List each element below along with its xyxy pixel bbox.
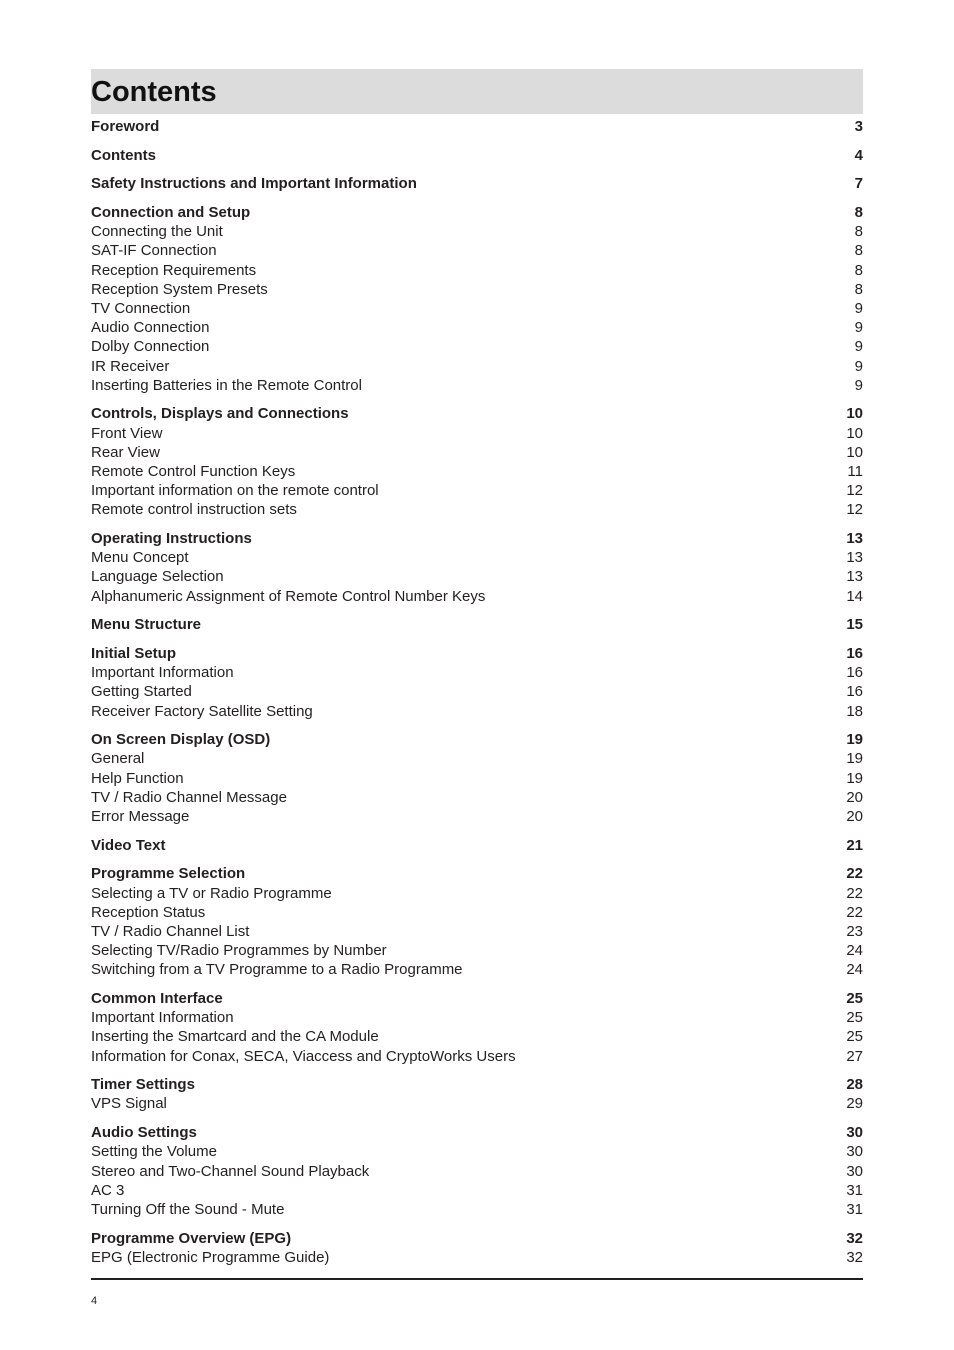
- toc-entry-label: Receiver Factory Satellite Setting: [91, 702, 313, 720]
- toc-entry[interactable]: [91, 481, 863, 500]
- toc-entry-page: 14: [846, 587, 863, 605]
- toc-heading[interactable]: [91, 529, 863, 548]
- toc-heading-page: 15: [846, 616, 863, 634]
- page-title: Contents: [91, 76, 217, 108]
- toc-entry-page: 8: [854, 261, 863, 279]
- toc-entry-label: Reception Requirements: [91, 261, 257, 279]
- toc-entry[interactable]: [91, 922, 863, 941]
- toc-section: [91, 404, 863, 519]
- toc-entry-page: 12: [846, 482, 863, 500]
- toc-section: [91, 836, 863, 855]
- toc-heading-label: Programme Overview (EPG): [91, 1229, 292, 1247]
- toc-entry-page: 31: [846, 1181, 863, 1199]
- toc-entry[interactable]: [91, 280, 863, 299]
- toc-section: [91, 146, 863, 165]
- toc-heading-label: Controls, Displays and Connections: [91, 405, 349, 423]
- toc-entry-page: 9: [854, 300, 863, 317]
- toc-heading[interactable]: [91, 174, 863, 193]
- toc-heading-page: 16: [846, 645, 863, 662]
- toc-section: [91, 864, 863, 979]
- toc-entry-page: 31: [846, 1200, 863, 1218]
- toc-entry[interactable]: [91, 1027, 863, 1046]
- toc-entry-label: Reception Status: [91, 903, 206, 921]
- toc-entry[interactable]: [91, 1008, 863, 1027]
- toc-entry-page: 11: [847, 463, 863, 480]
- toc-entry-page: 22: [846, 903, 863, 921]
- toc-heading-page: 4: [854, 146, 863, 164]
- toc-heading-page: 8: [854, 204, 863, 222]
- toc-entry-label: Selecting a TV or Radio Programme: [91, 884, 332, 902]
- toc-entry-label: TV / Radio Channel List: [91, 922, 250, 940]
- toc-entry[interactable]: [91, 241, 863, 260]
- toc-entry-label: Alphanumeric Assignment of Remote Control Number Keys: [91, 587, 486, 605]
- toc-entry-page: 25: [846, 1028, 863, 1046]
- toc-entry-page: 25: [846, 1009, 863, 1027]
- toc-entry[interactable]: [91, 1142, 863, 1161]
- toc-heading-label: Connection and Setup: [91, 204, 251, 222]
- toc-heading-page: 7: [854, 175, 863, 193]
- toc-heading-label: Video Text: [91, 836, 166, 854]
- toc-heading-label: Programme Selection: [91, 865, 246, 883]
- toc-entry[interactable]: [91, 318, 863, 337]
- toc-section: [91, 1123, 863, 1219]
- toc-entry[interactable]: [91, 1248, 863, 1267]
- toc-entry-page: 12: [846, 501, 863, 519]
- toc-entry-page: 8: [854, 223, 863, 241]
- toc-heading[interactable]: [91, 146, 863, 165]
- toc-entry-label: Remote control instruction sets: [91, 501, 297, 519]
- toc-entry-label: Stereo and Two-Channel Sound Playback: [91, 1162, 370, 1180]
- toc-entry[interactable]: [91, 299, 863, 318]
- toc-heading-page: 21: [846, 836, 863, 854]
- toc-entry-label: VPS Signal: [91, 1095, 167, 1113]
- toc-entry-label: IR Receiver: [91, 357, 170, 375]
- toc-heading-label: Safety Instructions and Important Information: [91, 175, 417, 193]
- toc-heading-page: 22: [846, 865, 863, 883]
- toc-entry-label: SAT-IF Connection: [91, 242, 217, 260]
- toc-entry[interactable]: [91, 960, 863, 979]
- toc-entry-page: 9: [854, 338, 863, 356]
- toc-entry-label: Reception System Presets: [91, 280, 268, 298]
- toc-entry[interactable]: [91, 1181, 863, 1200]
- toc-entry-page: 13: [846, 549, 863, 567]
- toc-entry-page: 8: [854, 242, 863, 260]
- table-of-contents: [91, 117, 863, 1276]
- toc-heading[interactable]: [91, 864, 863, 883]
- toc-entry-label: Rear View: [91, 443, 160, 461]
- toc-entry[interactable]: [91, 548, 863, 567]
- toc-heading[interactable]: [91, 203, 863, 222]
- toc-entry[interactable]: [91, 587, 863, 606]
- toc-entry-page: 24: [846, 961, 863, 979]
- page-number: 4: [91, 1295, 98, 1307]
- toc-heading-label: Initial Setup: [91, 645, 177, 662]
- toc-entry-page: 30: [846, 1143, 863, 1161]
- toc-entry-label: Error Message: [91, 808, 190, 825]
- toc-entry-label: Information for Conax, SECA, Viaccess and CryptoWorks Users: [91, 1047, 516, 1065]
- toc-entry[interactable]: [91, 222, 863, 241]
- toc-entry-page: 22: [846, 884, 863, 902]
- toc-heading-label: Common Interface: [91, 990, 223, 1007]
- toc-entry-page: 10: [846, 443, 863, 461]
- toc-entry[interactable]: [91, 682, 863, 701]
- toc-section: [91, 644, 863, 721]
- toc-heading-label: Contents: [91, 146, 156, 164]
- toc-entry[interactable]: [91, 357, 863, 376]
- toc-heading-label: Menu Structure: [91, 616, 202, 634]
- toc-entry-page: 20: [846, 808, 863, 825]
- toc-entry-page: 32: [846, 1248, 863, 1266]
- toc-entry-label: Front View: [91, 424, 163, 442]
- toc-entry-label: TV Connection: [91, 300, 191, 317]
- bottom-rule: [91, 1278, 863, 1280]
- toc-entry[interactable]: [91, 337, 863, 356]
- toc-entry-label: General: [91, 750, 145, 768]
- toc-entry-label: Turning Off the Sound - Mute: [91, 1200, 285, 1218]
- toc-heading[interactable]: [91, 1123, 863, 1142]
- toc-heading-label: Operating Instructions: [91, 530, 252, 548]
- toc-section: [91, 117, 863, 136]
- toc-entry[interactable]: [91, 807, 863, 826]
- toc-entry[interactable]: [91, 884, 863, 903]
- toc-heading-label: On Screen Display (OSD): [91, 731, 271, 749]
- toc-entry-page: 19: [846, 750, 863, 768]
- toc-entry-label: Connecting the Unit: [91, 223, 223, 241]
- toc-heading-page: 32: [846, 1229, 863, 1247]
- toc-entry-label: Getting Started: [91, 683, 192, 701]
- toc-heading-page: 10: [846, 405, 863, 423]
- toc-entry[interactable]: [91, 941, 863, 960]
- toc-entry-label: Selecting TV/Radio Programmes by Number: [91, 942, 387, 960]
- toc-entry-label: Inserting the Smartcard and the CA Module: [91, 1028, 379, 1046]
- toc-heading[interactable]: [91, 117, 863, 136]
- toc-entry[interactable]: [91, 1200, 863, 1219]
- toc-entry-label: TV / Radio Channel Message: [91, 788, 287, 806]
- toc-entry-label: Help Function: [91, 769, 184, 787]
- toc-section: [91, 615, 863, 634]
- toc-heading-page: 28: [846, 1076, 863, 1094]
- toc-entry-label: Audio Connection: [91, 319, 210, 337]
- toc-entry[interactable]: [91, 376, 863, 395]
- toc-heading[interactable]: [91, 615, 863, 634]
- toc-entry-page: 8: [854, 280, 863, 298]
- toc-heading[interactable]: [91, 404, 863, 423]
- toc-entry-page: 16: [846, 683, 863, 701]
- toc-entry-page: 20: [846, 788, 863, 806]
- toc-entry-page: 9: [854, 319, 863, 337]
- toc-entry-label: EPG (Electronic Programme Guide): [91, 1248, 330, 1266]
- toc-section: [91, 1075, 863, 1113]
- toc-section: [91, 1229, 863, 1267]
- toc-entry[interactable]: [91, 749, 863, 768]
- toc-entry-label: Dolby Connection: [91, 338, 210, 356]
- toc-heading[interactable]: [91, 989, 863, 1008]
- toc-heading[interactable]: [91, 1229, 863, 1248]
- toc-entry[interactable]: [91, 1094, 863, 1113]
- toc-heading-label: Timer Settings: [91, 1076, 195, 1094]
- toc-entry[interactable]: [91, 261, 863, 280]
- toc-entry-page: 16: [846, 664, 863, 682]
- toc-entry-page: 23: [846, 922, 863, 940]
- toc-entry-page: 24: [846, 942, 863, 960]
- toc-heading-label: Audio Settings: [91, 1124, 197, 1142]
- toc-entry[interactable]: [91, 424, 863, 443]
- toc-section: [91, 989, 863, 1066]
- toc-section: [91, 529, 863, 606]
- toc-entry-label: Switching from a TV Programme to a Radio Programme: [91, 961, 463, 979]
- toc-entry-page: 19: [846, 769, 863, 787]
- toc-entry-page: 29: [846, 1095, 863, 1113]
- toc-heading-page: 25: [846, 990, 863, 1007]
- toc-entry-label: AC 3: [91, 1181, 125, 1199]
- toc-heading-page: 13: [846, 530, 863, 548]
- toc-entry[interactable]: [91, 500, 863, 519]
- toc-entry-label: Important Information: [91, 1009, 234, 1027]
- toc-heading[interactable]: [91, 1075, 863, 1094]
- toc-entry[interactable]: [91, 1047, 863, 1066]
- toc-heading[interactable]: [91, 730, 863, 749]
- toc-entry-label: Setting the Volume: [91, 1143, 217, 1161]
- toc-entry-page: 27: [846, 1047, 863, 1065]
- toc-entry-label: Language Selection: [91, 568, 224, 586]
- toc-entry[interactable]: [91, 702, 863, 721]
- toc-entry[interactable]: [91, 443, 863, 462]
- toc-entry-label: Inserting Batteries in the Remote Control: [91, 376, 362, 394]
- toc-entry[interactable]: [91, 769, 863, 788]
- toc-entry-page: 18: [846, 702, 863, 720]
- toc-entry[interactable]: [91, 567, 863, 586]
- toc-entry[interactable]: [91, 788, 863, 807]
- toc-entry[interactable]: [91, 903, 863, 922]
- toc-entry-page: 13: [846, 568, 863, 586]
- toc-heading-label: Foreword: [91, 118, 160, 135]
- toc-heading-page: 30: [846, 1124, 863, 1142]
- toc-entry-page: 10: [846, 424, 863, 442]
- toc-entry[interactable]: [91, 1162, 863, 1181]
- toc-entry-label: Important information on the remote control: [91, 482, 379, 500]
- toc-heading[interactable]: [91, 836, 863, 855]
- toc-entry-page: 9: [854, 357, 863, 375]
- toc-entry-label: Important Information: [91, 664, 234, 682]
- toc-section: [91, 174, 863, 193]
- toc-entry-page: 9: [854, 376, 863, 394]
- toc-heading[interactable]: [91, 644, 863, 663]
- toc-entry-label: Menu Concept: [91, 549, 189, 567]
- toc-heading-page: 19: [846, 731, 863, 749]
- toc-entry[interactable]: [91, 462, 863, 481]
- toc-section: [91, 730, 863, 826]
- toc-heading-page: 3: [854, 118, 863, 135]
- toc-entry-label: Remote Control Function Keys: [91, 463, 296, 480]
- toc-section: [91, 203, 863, 395]
- toc-entry[interactable]: [91, 663, 863, 682]
- toc-entry-page: 30: [846, 1162, 863, 1180]
